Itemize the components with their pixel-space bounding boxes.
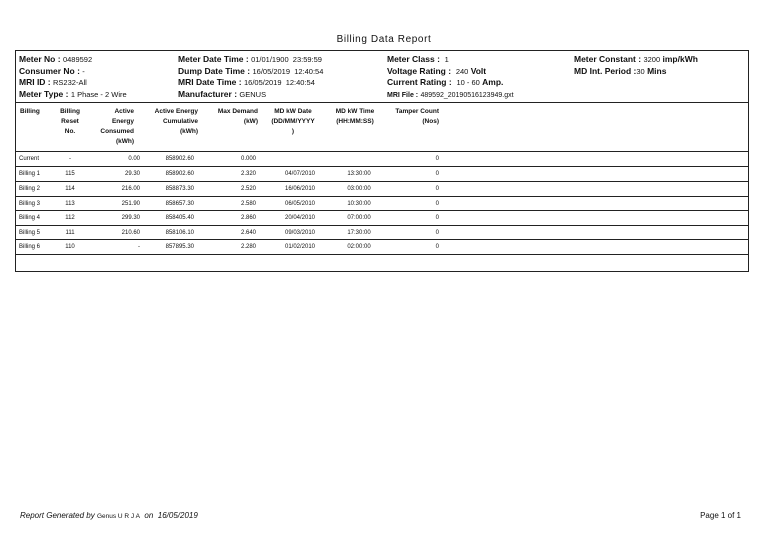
cell-tamper-count: 0: [435, 244, 439, 250]
md-int: 30: [636, 66, 645, 76]
col-header-energy-cumulative: Active Energy Cumulative (kWh): [154, 108, 198, 135]
cell-max-demand: 2.320: [240, 171, 256, 177]
cell-energy-cumulative: 858106.10: [165, 230, 194, 236]
cell-billing: Billing 6: [19, 244, 41, 250]
col-header-energy-consumed: Active Energy Consumed (kWh): [100, 108, 134, 145]
cell-md-time: 07:00:00: [347, 215, 371, 221]
cell-tamper-count: 0: [435, 201, 439, 207]
voltage-rating: 240: [455, 66, 469, 76]
row-divider: [16, 254, 748, 255]
cell-energy-cumulative: 858902.60: [165, 171, 194, 177]
cell-reset-no: 110: [65, 244, 75, 250]
cell-md-time: 03:00:00: [347, 186, 371, 192]
row-divider: [16, 166, 748, 167]
cell-energy-consumed: 251.90: [121, 201, 140, 207]
row-divider: [16, 210, 748, 211]
generated-by: Genus U R J A: [96, 513, 140, 520]
md-int-label: MD Int. Period :: [574, 65, 637, 76]
cell-billing: Billing 2: [19, 186, 41, 192]
mri-file: 489592_20190516123949.gxt: [420, 91, 514, 99]
manufacturer: GENUS: [239, 89, 267, 99]
row-divider: [16, 239, 748, 240]
mri-file-label: MRI File :: [387, 91, 419, 99]
consumer-no: -: [82, 66, 85, 76]
cell-billing: Billing 3: [19, 201, 41, 207]
cell-energy-consumed: 216.00: [121, 186, 140, 192]
cell-energy-consumed: 210.60: [121, 230, 140, 236]
cell-energy-consumed: 0.00: [128, 156, 140, 162]
cell-md-time: 13:30:00: [347, 171, 371, 177]
manufacturer-label: Manufacturer :: [178, 88, 238, 99]
cell-max-demand: 2.280: [240, 244, 256, 250]
report-frame: [15, 50, 749, 272]
cell-billing: Billing 1: [19, 171, 41, 177]
col-header-tamper-count: Tamper Count (Nos): [395, 108, 439, 125]
cell-tamper-count: 0: [435, 156, 439, 162]
voltage-rating-label: Voltage Rating :: [387, 65, 452, 76]
cell-max-demand: 2.860: [240, 215, 256, 221]
cell-tamper-count: 0: [435, 186, 439, 192]
row-divider: [16, 181, 748, 182]
meter-constant-unit: imp/kWh: [662, 54, 698, 64]
cell-billing: Current: [19, 156, 40, 162]
cell-energy-cumulative: 858873.30: [165, 186, 194, 192]
cell-energy-cumulative: 858902.60: [165, 156, 194, 162]
generated-on: on: [144, 511, 154, 520]
report-title: Billing Data Report: [336, 34, 432, 45]
cell-energy-consumed: 299.30: [121, 215, 140, 221]
cell-md-date: 16/06/2010: [284, 186, 316, 192]
header-col-ratings: [387, 54, 514, 100]
voltage-unit: Volt: [470, 65, 487, 76]
meter-type: 1 Phase - 2 Wire: [70, 89, 127, 99]
generated-date: 16/05/2019: [157, 511, 198, 520]
mri-date-time-label: MRI Date Time :: [178, 77, 242, 87]
cell-md-date: 09/03/2010: [284, 230, 316, 236]
mri-id-label: MRI ID :: [19, 77, 51, 87]
col-header-md-time: MD kW Time (HH:MM:SS): [335, 108, 375, 125]
header-col-meter: [19, 54, 127, 100]
col-header-reset-no: Billing Reset No.: [60, 108, 80, 135]
meter-class: 1: [444, 55, 449, 64]
meter-date-time: 01/01/1900 23:59:59: [251, 55, 322, 64]
dump-date-time-label: Dump Date Time :: [178, 65, 251, 76]
cell-reset-no: 111: [65, 230, 75, 236]
cell-energy-cumulative: 857895.30: [165, 244, 194, 250]
meter-constant-label: Meter Constant :: [574, 54, 642, 64]
cell-md-time: 17:30:00: [347, 230, 371, 236]
meter-type-label: Meter Type :: [19, 88, 69, 99]
generated-prefix: Report Generated by: [20, 511, 95, 520]
meter-date-time-label: Meter Date Time :: [178, 54, 249, 64]
column-header-divider: [16, 151, 748, 152]
md-int-unit: Mins: [647, 65, 667, 76]
meter-class-label: Meter Class :: [387, 54, 440, 64]
header-col-dates: [178, 54, 323, 100]
cell-md-date: 01/02/2010: [284, 244, 316, 250]
cell-reset-no: 113: [65, 201, 75, 207]
mri-date-time: 16/05/2019 12:40:54: [243, 78, 315, 87]
cell-energy-consumed: 29.30: [124, 171, 140, 177]
cell-md-date: 04/07/2010: [284, 171, 316, 177]
cell-max-demand: 2.640: [240, 230, 256, 236]
cell-reset-no: 115: [65, 171, 75, 177]
cell-energy-consumed: -: [138, 244, 140, 250]
cell-reset-no: 112: [65, 215, 75, 221]
cell-max-demand: 2.520: [240, 186, 256, 192]
meter-no-label: Meter No :: [19, 54, 61, 64]
cell-md-time: 10:30:00: [347, 201, 371, 207]
cell-tamper-count: 0: [435, 215, 439, 221]
consumer-no-label: Consumer No :: [19, 65, 80, 76]
col-header-billing: Billing: [20, 108, 40, 115]
cell-md-time: 02:00:00: [347, 244, 371, 250]
current-unit: Amp.: [482, 77, 504, 87]
col-header-max-demand: Max Demand (kW): [217, 108, 258, 125]
cell-tamper-count: 0: [435, 171, 439, 177]
current-rating: 10 - 60: [456, 78, 480, 87]
row-divider: [16, 196, 748, 197]
cell-max-demand: 2.580: [240, 201, 256, 207]
cell-energy-cumulative: 858405.40: [165, 215, 194, 221]
dump-date-time: 16/05/2019 12:40:54: [252, 66, 324, 76]
cell-billing: Billing 4: [19, 215, 41, 221]
page-number: Page 1 of 1: [700, 511, 741, 520]
header-col-constants: [574, 54, 698, 77]
header-divider: [16, 102, 748, 103]
cell-max-demand: 0.000: [240, 156, 256, 162]
current-rating-label: Current Rating :: [387, 77, 452, 87]
mri-id: RS232-All: [53, 78, 87, 87]
meter-constant: 3200: [643, 55, 661, 64]
cell-md-date: 20/04/2010: [284, 215, 316, 221]
report-generated-info: [20, 511, 198, 520]
cell-billing: Billing 5: [19, 230, 41, 236]
cell-reset-no: -: [69, 156, 71, 162]
col-header-md-date: MD kW Date (DD/MM/YYYY ): [271, 108, 315, 135]
meter-no: 0489592: [62, 55, 93, 64]
cell-reset-no: 114: [65, 186, 75, 192]
cell-md-date: 06/05/2010: [284, 201, 316, 207]
cell-energy-cumulative: 858657.30: [165, 201, 194, 207]
cell-tamper-count: 0: [435, 230, 439, 236]
row-divider: [16, 225, 748, 226]
